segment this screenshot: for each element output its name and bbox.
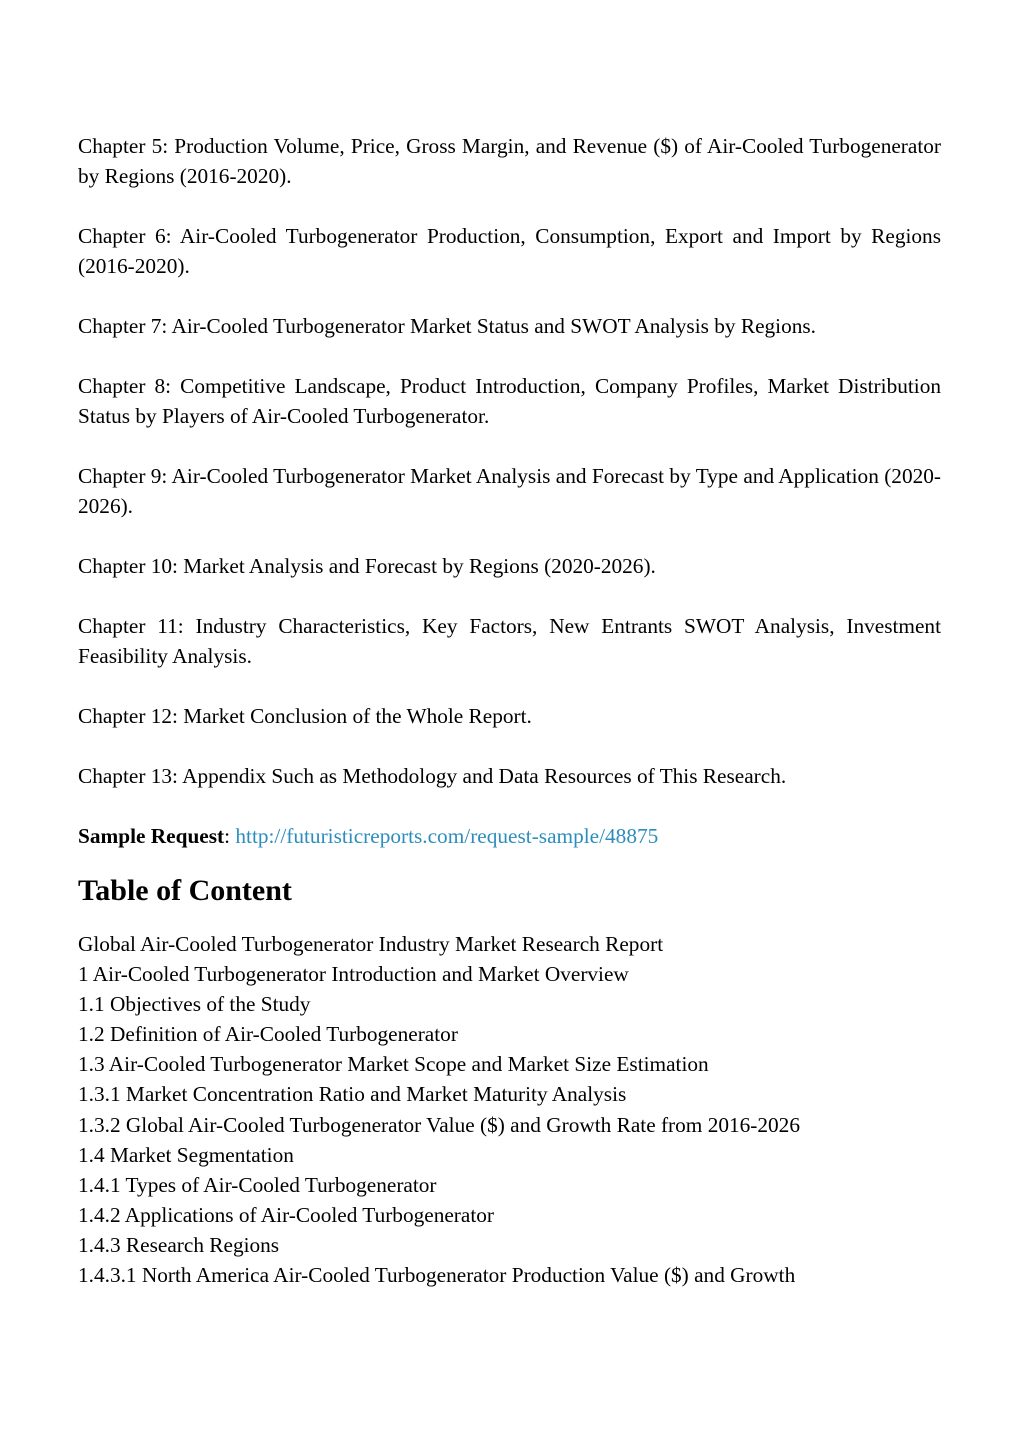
toc-item: Global Air-Cooled Turbogenerator Industry Market Research Report [78, 932, 664, 956]
sample-request-line [78, 821, 941, 851]
toc-item: 1.1 Objectives of the Study [78, 992, 311, 1017]
toc-item: 1.4.3 Research Regions [78, 1232, 280, 1257]
document-page [78, 131, 941, 1290]
toc-item: 1.3 Air-Cooled Turbogenerator Market Scope and Market Size Estimation [78, 1052, 709, 1077]
sample-request-separator: : [224, 824, 236, 848]
toc-item: 1 Air-Cooled Turbogenerator Introduction and Market Overview [78, 962, 629, 987]
chapter-7-paragraph: Chapter 7: Air-Cooled Turbogenerator Market Status and SWOT Analysis by Regions. [78, 314, 816, 338]
chapter-12-paragraph: Chapter 12: Market Conclusion of the Whole Report. [78, 704, 532, 728]
chapter-11-paragraph: Chapter 11: Industry Characteristics, Key Factors, New Entrants SWOT Analysis, Investment Feasibility Analysis. [78, 614, 941, 668]
chapter-6-paragraph: Chapter 6: Air-Cooled Turbogenerator Production, Consumption, Export and Import by Regions (2016-2020). [78, 224, 941, 278]
toc-item: 1.3.2 Global Air-Cooled Turbogenerator Value ($) and Growth Rate from 2016-2026 [78, 1112, 800, 1137]
toc-item: 1.2 Definition of Air-Cooled Turbogenerator [78, 1022, 458, 1047]
chapter-9-paragraph: Chapter 9: Air-Cooled Turbogenerator Market Analysis and Forecast by Type and Application (2020-2026). [78, 464, 941, 518]
toc-list [78, 929, 941, 1290]
toc-item: 1.4.3.1 North America Air-Cooled Turbogenerator Production Value ($) and Growth [78, 1263, 796, 1288]
chapter-8-paragraph: Chapter 8: Competitive Landscape, Product Introduction, Company Profiles, Market Distribution Status by Players of Air-Cooled Turbogenerator. [78, 374, 941, 428]
toc-item: 1.4.1 Types of Air-Cooled Turbogenerator [78, 1172, 437, 1197]
chapter-10-paragraph: Chapter 10: Market Analysis and Forecast by Regions (2020-2026). [78, 554, 656, 578]
toc-item: 1.3.1 Market Concentration Ratio and Market Maturity Analysis [78, 1082, 627, 1107]
toc-item: 1.4.2 Applications of Air-Cooled Turbogenerator [78, 1202, 495, 1227]
chapter-5-paragraph: Chapter 5: Production Volume, Price, Gross Margin, and Revenue ($) of Air-Cooled Turbogenerator by Regions (2016-2020). [78, 134, 941, 188]
toc-item: 1.4 Market Segmentation [78, 1142, 294, 1167]
chapter-13-paragraph: Chapter 13: Appendix Such as Methodology and Data Resources of This Research. [78, 764, 787, 788]
sample-request-link[interactable]: http://futuristicreports.com/request-sample/48875 [235, 824, 659, 848]
toc-heading: Table of Content [78, 874, 292, 907]
sample-request-label: Sample Request [78, 824, 225, 848]
